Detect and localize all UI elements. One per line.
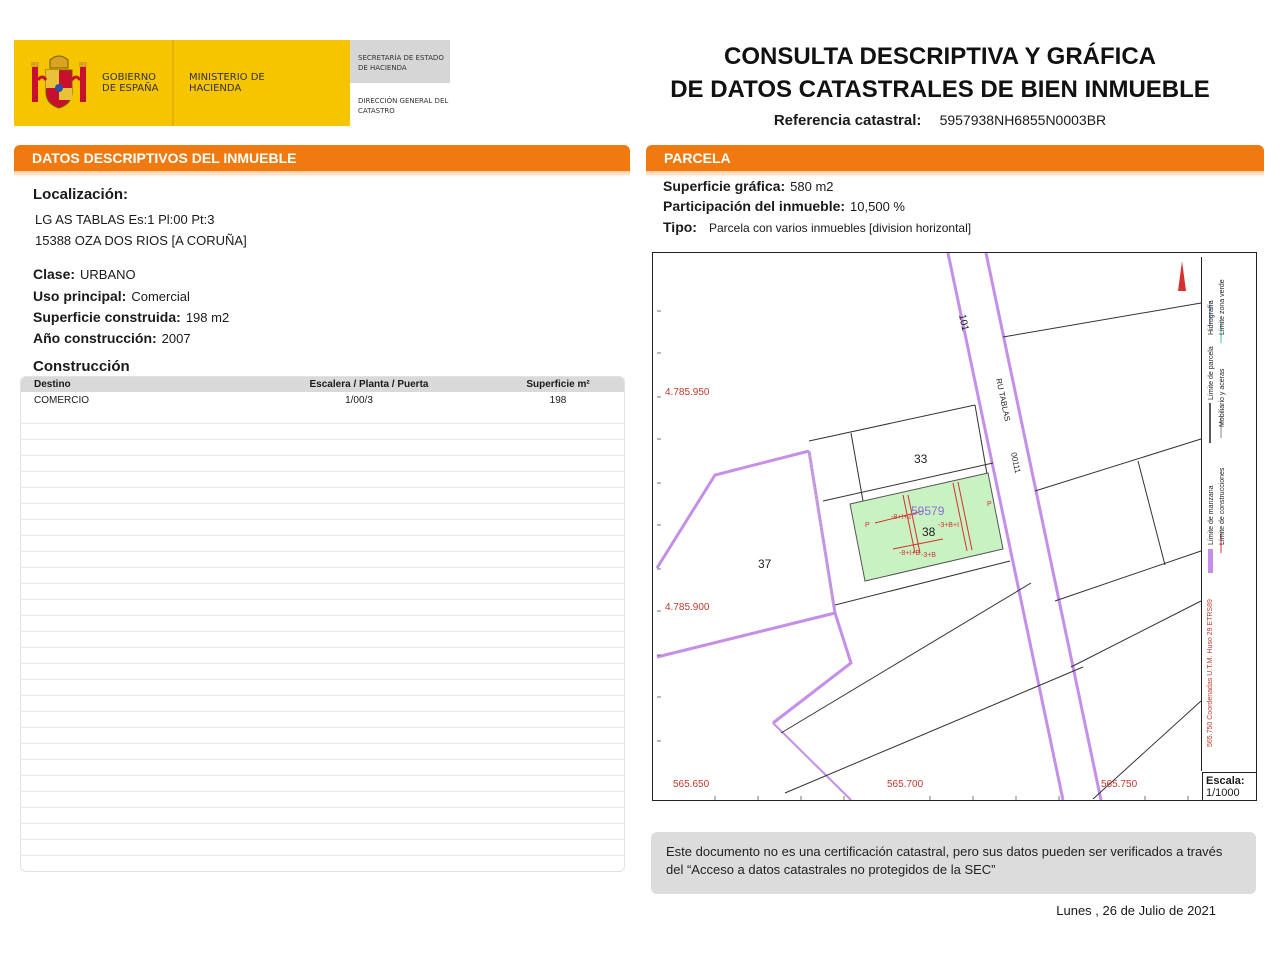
- parcel-id-37: 37: [758, 557, 772, 571]
- scale-value: 1/1000: [1206, 787, 1240, 799]
- reference-label: Referencia catastral:: [773, 112, 922, 129]
- document-title: [640, 40, 1240, 106]
- highlight-parcel-id: 59579: [911, 504, 945, 518]
- government-logo: [14, 40, 450, 126]
- cell-escalera: 1/00/3: [345, 395, 373, 406]
- superficie-label: Superficie construida:: [33, 309, 181, 325]
- tipo-value: Parcela con varios inmuebles [division horizontal]: [708, 221, 972, 235]
- uso-value: Comercial: [131, 289, 190, 304]
- x-coordinate-label: 565.700: [887, 779, 924, 790]
- header-destino: Destino: [34, 379, 71, 390]
- superficie-row: [33, 309, 229, 327]
- parcela-superficie-label: Superficie gráfica:: [663, 178, 786, 194]
- legend-verde-label: Límite zona verde: [1219, 279, 1226, 335]
- map-annotation: P: [865, 522, 870, 529]
- scale-label: Escala:: [1206, 775, 1245, 787]
- ano-value: 2007: [161, 331, 191, 346]
- title-line-1: CONSULTA DESCRIPTIVA Y GRÁFICA: [723, 43, 1157, 70]
- superficie-value: 198 m2: [185, 310, 230, 325]
- document-date: Lunes , 26 de Julio de 2021: [1056, 903, 1216, 918]
- uso-label: Uso principal:: [33, 288, 127, 304]
- participacion-value: 10,500 %: [850, 199, 905, 214]
- ano-row: [33, 330, 191, 348]
- clase-value: URBANO: [80, 267, 136, 282]
- reference-line: [640, 112, 1240, 129]
- x-coordinate-label: 565.750: [1101, 779, 1138, 790]
- street-code-label: 00111: [1009, 451, 1023, 475]
- table-row: [21, 393, 625, 408]
- gobierno-text: GOBIERNO DE ESPAÑA: [102, 72, 159, 94]
- descriptive-section-header: DATOS DESCRIPTIVOS DEL INMUEBLE: [14, 145, 630, 171]
- parcela-superficie-row: [663, 178, 834, 196]
- table-header: [21, 377, 625, 392]
- legend-cons-label: Límite de construcciones: [1219, 467, 1226, 545]
- road-code-label: 101: [956, 313, 971, 332]
- tipo-label: Tipo:: [663, 219, 697, 235]
- reference-value: 5957938NH6855N0003BR: [939, 112, 1107, 128]
- map-annotation: -8+I+2: [891, 514, 912, 521]
- legend-manzana-label: Límite de manzana: [1208, 485, 1215, 545]
- scale-box: [1202, 772, 1256, 800]
- uso-row: [33, 288, 190, 306]
- map-annotation: P: [987, 501, 992, 508]
- logo-divider: [172, 40, 174, 126]
- y-coordinate-label: 4.785.950: [665, 387, 710, 398]
- localizacion-label: Localización:: [33, 186, 129, 203]
- map-canvas: [653, 253, 1256, 800]
- street-name-label: RU TABLAS: [994, 377, 1012, 423]
- header-escalera: Escalera / Planta / Puerta: [309, 379, 429, 390]
- localizacion-line-2: 15388 OZA DOS RIOS [A CORUÑA]: [35, 233, 247, 248]
- descriptive-section-shadow: [14, 171, 630, 177]
- legend-parcela-label: Límite de parcela: [1208, 346, 1215, 400]
- secretaria-text: SECRETARÍA DE ESTADO DE HACIENDA: [358, 54, 444, 72]
- cadastral-map[interactable]: [652, 252, 1257, 801]
- map-annotation: -8+I+B: [899, 550, 921, 557]
- map-annotation: -3+B+I: [938, 522, 960, 529]
- y-coordinate-label: 4.785.900: [665, 602, 710, 613]
- parcel-id-33: 33: [914, 452, 928, 466]
- parcela-section-header: PARCELA: [646, 145, 1264, 171]
- header-superficie: Superficie m²: [526, 379, 590, 390]
- localizacion-line-1: LG AS TABLAS Es:1 Pl:00 Pt:3: [35, 212, 215, 227]
- title-line-2: DE DATOS CATASTRALES DE BIEN INMUEBLE: [670, 76, 1210, 103]
- ministerio-text: MINISTERIO DE HACIENDA: [189, 72, 265, 94]
- participacion-label: Participación del inmueble:: [663, 198, 846, 214]
- construction-table: [20, 376, 625, 872]
- coat-of-arms-icon: [28, 52, 90, 114]
- verification-note: Este documento no es una certificación catastral, pero sus datos pueden ser verificados a través del “Acceso a datos catastrales no protegidos de la SEC”: [651, 832, 1256, 894]
- tipo-row: [663, 219, 971, 237]
- legend-mob-label: Mobiliario y aceras: [1219, 368, 1226, 427]
- x-coordinate-label: 565.650: [673, 779, 710, 790]
- map-annotation: -3+B: [921, 552, 936, 559]
- cell-destino: COMERCIO: [34, 395, 89, 406]
- cell-superficie: 198: [549, 395, 567, 406]
- parcel-id-38: 38: [922, 525, 936, 539]
- construccion-label: Construcción: [33, 358, 130, 375]
- parcela-superficie-value: 580 m2: [790, 179, 834, 194]
- clase-row: [33, 266, 136, 284]
- clase-label: Clase:: [33, 266, 76, 282]
- north-arrow-icon: [1178, 261, 1186, 291]
- map-legend: [1201, 257, 1257, 771]
- legend-hidro-label: Hidrografía: [1208, 300, 1215, 335]
- parcela-section-shadow: [646, 171, 1264, 177]
- direccion-text: DIRECCIÓN GENERAL DEL CATASTRO: [358, 97, 449, 115]
- ano-label: Año construcción:: [33, 330, 157, 346]
- legend-coords-note: 565.750 Coordenadas U.T.M. Huso 29 ETRS89: [1207, 599, 1214, 747]
- participacion-row: [663, 198, 905, 216]
